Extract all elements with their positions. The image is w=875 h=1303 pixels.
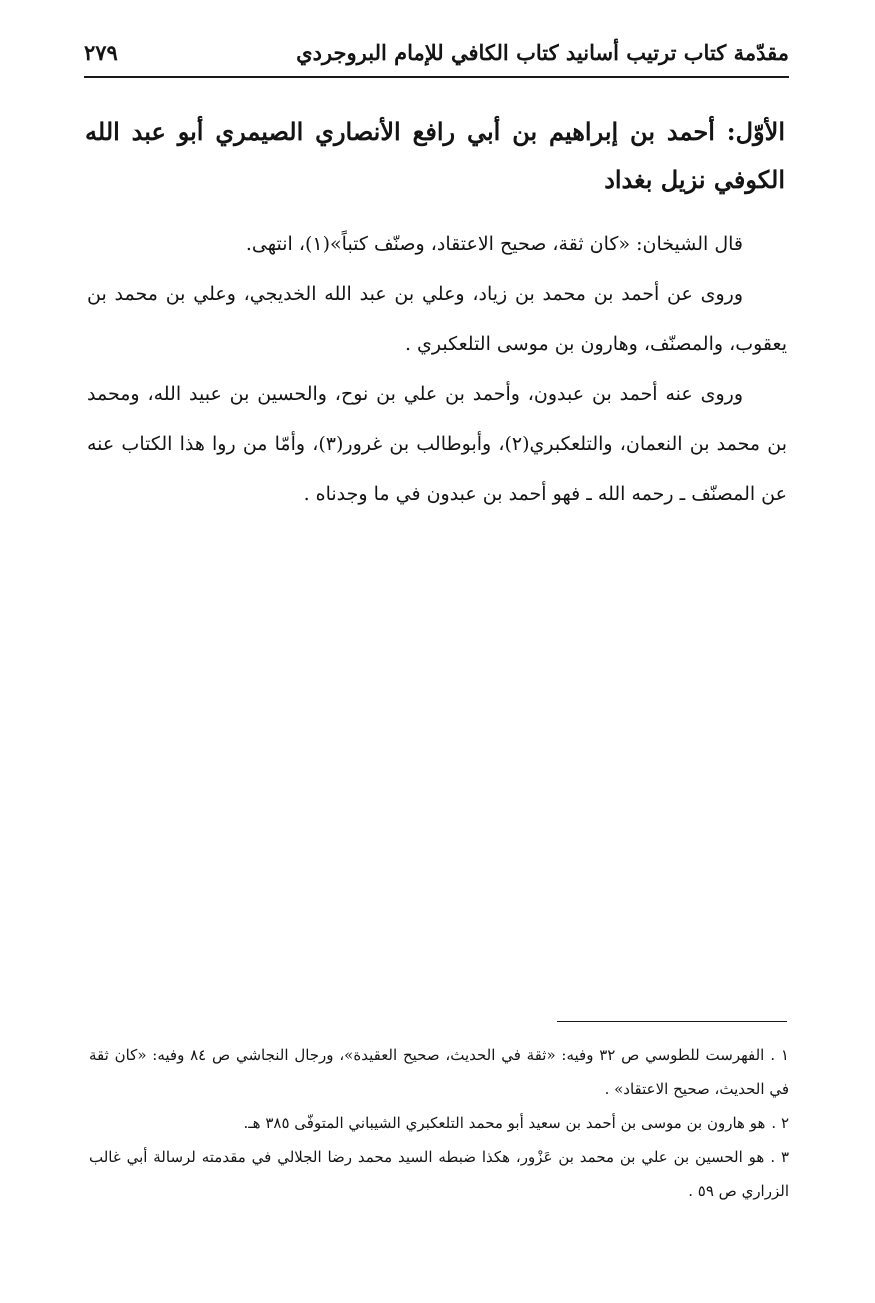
footnote-2 bbox=[89, 1106, 789, 1140]
footnote-text: هو هارون بن موسى بن أحمد بن سعيد أبو محمد التلعكبري الشيباني المتوفّى ٣٨٥ هـ. bbox=[243, 1114, 766, 1132]
running-header-title: مقدّمة كتاب ترتيب أسانيد كتاب الكافي للإمام البروجردي bbox=[296, 40, 789, 65]
entry-heading: الأوّل: أحمد بن إبراهيم بن أبي رافع الأنصاري الصيمري أبو عبد الله الكوفي نزيل بغداد bbox=[85, 117, 785, 194]
footnote-text: هو الحسين بن علي بن محمد بن عَزْور، هكذا ضبطه السيد محمد رضا الجلالي في مقدمته لرسالة أبي غالب الزراري ص ٥٩ . bbox=[89, 1148, 789, 1200]
paragraph-narrated-by: وروى عنه أحمد بن عبدون، وأحمد بن علي بن نوح، والحسين بن عبيد الله، ومحمد بن محمد بن النعمان، والتلعكبري(٢)، وأبوطالب بن غرور(٣)، وأمّا من روا هذا الكتاب عنه عن المصنّف ـ رحمه الله ـ فهو أحمد بن عبدون في ما وجدناه . bbox=[87, 383, 787, 505]
footnote-number: ١ . bbox=[770, 1046, 789, 1064]
paragraph-sheikhan-quote: قال الشيخان: «كان ثقة، صحيح الاعتقاد، وصنّف كتباً»(١)، انتهى. bbox=[245, 233, 743, 255]
page-number: ٢٧٩ bbox=[84, 40, 118, 65]
footnote-3 bbox=[89, 1140, 789, 1208]
footnote-number: ٢ . bbox=[771, 1114, 789, 1132]
footnote-1 bbox=[89, 1038, 789, 1106]
paragraph-narrated-from: وروى عن أحمد بن محمد بن زياد، وعلي بن عبد الله الخديجي، وعلي بن محمد بن يعقوب، والمصنّف، وهارون بن موسى التلعكبري . bbox=[87, 283, 787, 355]
footnote-separator bbox=[557, 1021, 787, 1022]
footnotes bbox=[89, 1038, 789, 1208]
footnote-number: ٣ . bbox=[770, 1148, 789, 1166]
running-header bbox=[84, 36, 789, 78]
footnote-text: الفهرست للطوسي ص ٣٢ وفيه: «ثقة في الحديث، صحيح العقيدة»، ورجال النجاشي ص ٨٤ وفيه: «كان ثقة في الحديث، صحيح الاعتقاد» . bbox=[89, 1046, 789, 1098]
